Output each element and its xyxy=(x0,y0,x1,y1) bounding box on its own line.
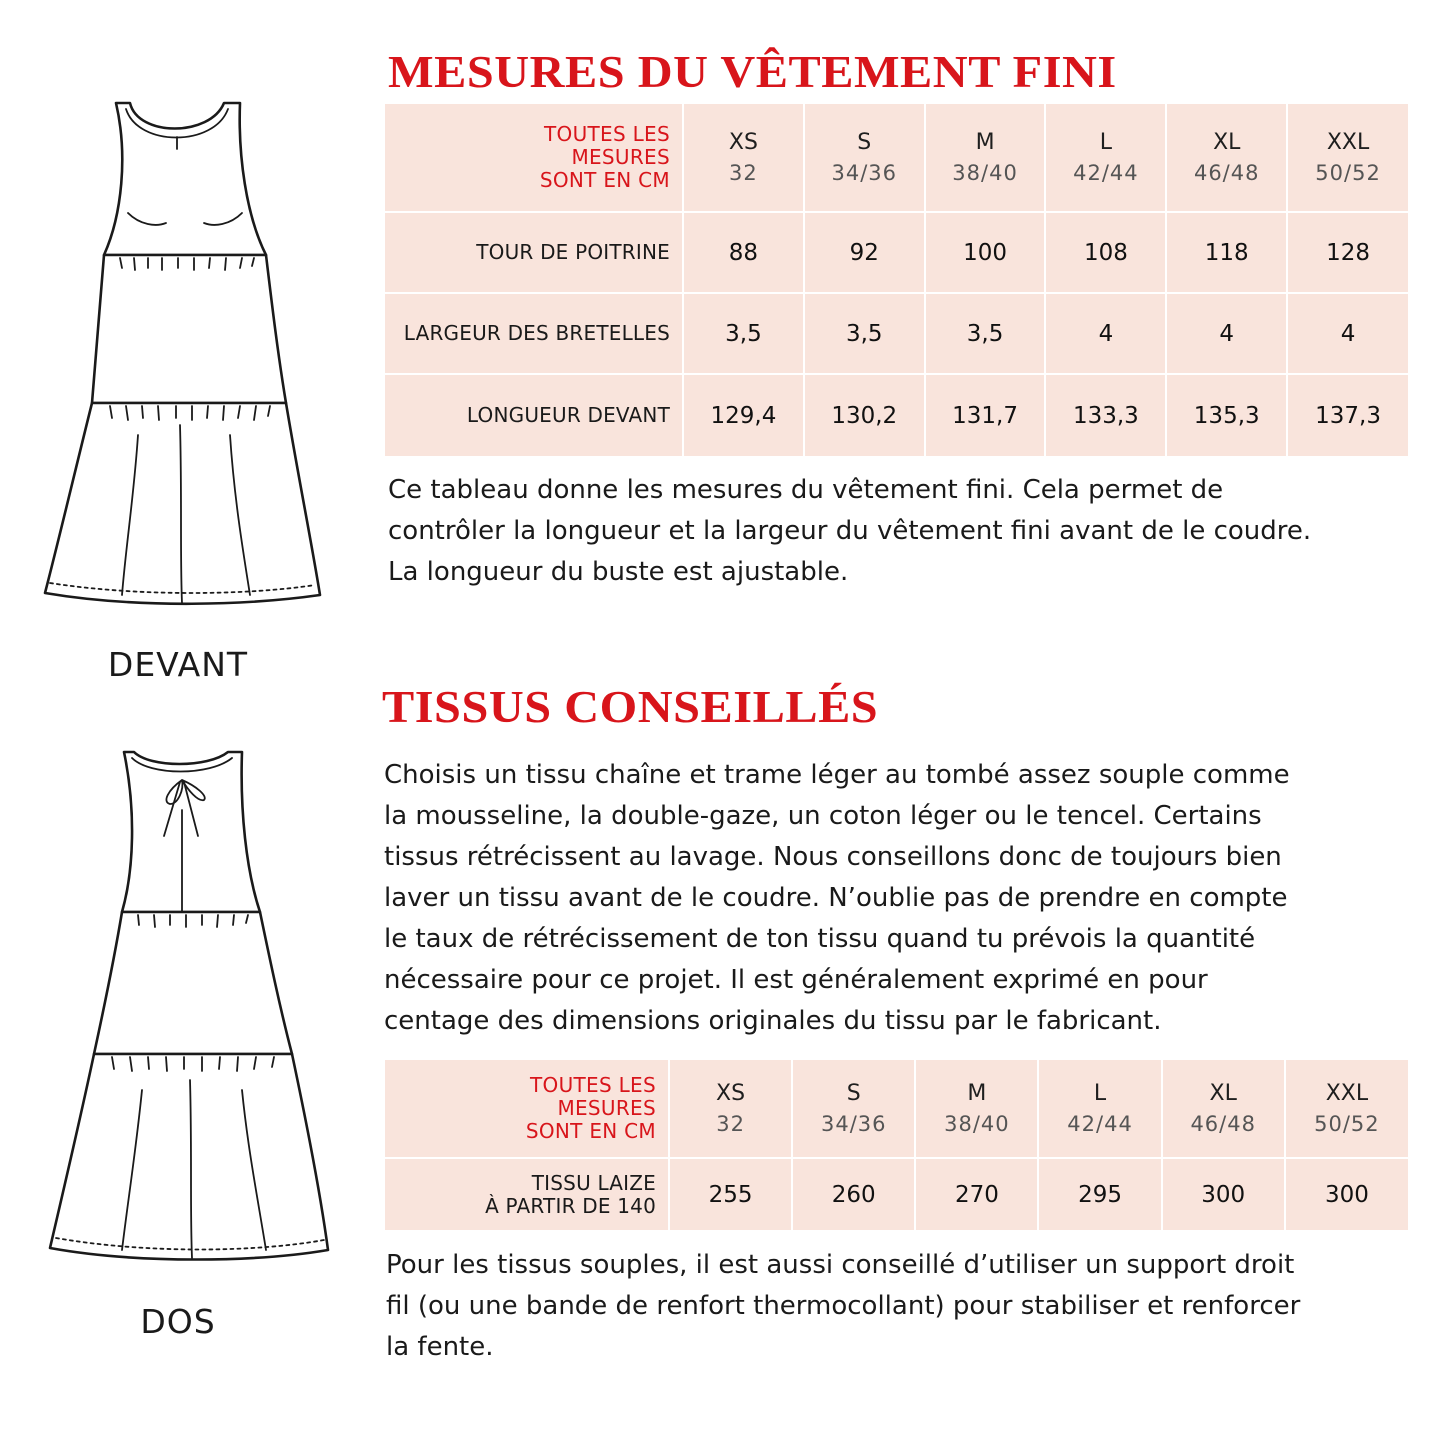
unit-note: TOUTES LES MESURES SONT EN CM xyxy=(385,104,683,212)
table-cell: 131,7 xyxy=(925,374,1046,456)
table-row xyxy=(385,293,1408,374)
table-cell: 4 xyxy=(1166,293,1287,374)
table-cell: 295 xyxy=(1038,1158,1161,1230)
row-label: LARGEUR DES BRETELLES xyxy=(385,293,683,374)
row-label: TISSU LAIZE À PARTIR DE 140 xyxy=(385,1158,669,1230)
finished-measurements-title: MESURES DU VÊTEMENT FINI xyxy=(388,46,1117,97)
unit-note: TOUTES LES MESURES SONT EN CM xyxy=(385,1060,669,1158)
fabrics-title: TISSUS CONSEILLÉS xyxy=(382,681,879,732)
table-cell: 88 xyxy=(683,212,804,293)
table-row xyxy=(385,212,1408,293)
size-header: XS 32 xyxy=(669,1060,792,1158)
size-header-row xyxy=(385,104,1408,212)
table-cell: 260 xyxy=(792,1158,915,1230)
table-cell: 129,4 xyxy=(683,374,804,456)
table-cell: 3,5 xyxy=(804,293,925,374)
table-cell: 4 xyxy=(1045,293,1166,374)
size-header: XL 46/48 xyxy=(1162,1060,1285,1158)
table-cell: 92 xyxy=(804,212,925,293)
size-header: XS 32 xyxy=(683,104,804,212)
table-cell: 300 xyxy=(1162,1158,1285,1230)
table-cell: 118 xyxy=(1166,212,1287,293)
front-caption: DEVANT xyxy=(107,645,249,684)
back-caption: DOS xyxy=(140,1302,216,1341)
table-cell: 270 xyxy=(915,1158,1038,1230)
size-header: XL 46/48 xyxy=(1166,104,1287,212)
row-label: LONGUEUR DEVANT xyxy=(385,374,683,456)
size-header: S 34/36 xyxy=(792,1060,915,1158)
table-cell: 135,3 xyxy=(1166,374,1287,456)
size-header: L 42/44 xyxy=(1045,104,1166,212)
dress-front-illustration xyxy=(30,95,330,620)
finished-measurements-table xyxy=(385,104,1408,456)
table-cell: 128 xyxy=(1287,212,1408,293)
table-cell: 4 xyxy=(1287,293,1408,374)
table-cell: 300 xyxy=(1324,1181,1369,1208)
table-row xyxy=(385,374,1408,456)
finished-measurements-note: Ce tableau donne les mesures du vêtement fini. Cela permet de contrôler la longueur et la largeur du vêtement fini avant de le coudre. La longueur du buste est ajustable. xyxy=(388,475,1312,587)
size-header: M 38/40 xyxy=(925,104,1046,212)
table-cell: 3,5 xyxy=(925,293,1046,374)
fabric-quantity-table xyxy=(385,1060,1408,1230)
fabrics-intro: Choisis un tissu chaîne et trame léger au tombé assez souple comme la mousseline, la double-gaze, un coton léger ou le tencel. Certains tissus rétrécissent au lavage. Nous conseillons donc de toujours bien laver un tissu avant de le coudre. N’oublie pas de prendre en compte le taux de rétrécissement de ton tissu quand tu prévois la quantité nécessaire pour ce projet. Il est généralement exprimé en pour centage des dimensions originales du tissu par le fabricant. xyxy=(384,760,1290,1036)
size-header: S 34/36 xyxy=(804,104,925,212)
size-header: M 38/40 xyxy=(915,1060,1038,1158)
table-cell: 137,3 xyxy=(1315,402,1381,429)
table-cell: 133,3 xyxy=(1045,374,1166,456)
size-header: XXL 50/52 xyxy=(1285,1060,1408,1158)
table-row xyxy=(385,1158,1408,1230)
fabrics-note: Pour les tissus souples, il est aussi conseillé d’utiliser un support droit fil (ou une bande de renfort thermocollant) pour stabiliser et renforcer la fente. xyxy=(386,1250,1301,1362)
dress-back-illustration xyxy=(38,740,338,1275)
row-label: TOUR DE POITRINE xyxy=(385,212,683,293)
size-header: XXL 50/52 xyxy=(1287,104,1408,212)
table-cell: 3,5 xyxy=(683,293,804,374)
size-header-row xyxy=(385,1060,1408,1158)
table-cell: 100 xyxy=(925,212,1046,293)
table-cell: 108 xyxy=(1045,212,1166,293)
table-cell: 130,2 xyxy=(804,374,925,456)
table-cell: 255 xyxy=(669,1158,792,1230)
size-header: L 42/44 xyxy=(1038,1060,1161,1158)
